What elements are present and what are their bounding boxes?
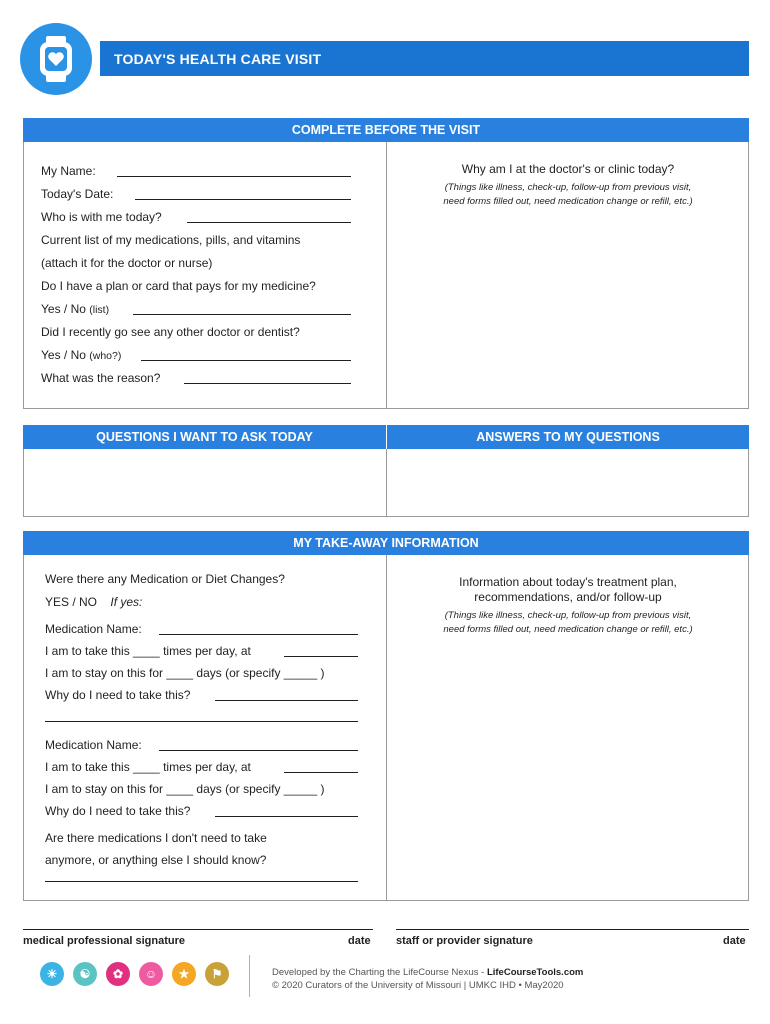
footer-link[interactable]: LifeCourseTools.com — [486, 967, 584, 978]
school-work-icon: ★ — [172, 962, 196, 986]
med1-why-label: Why do I need to take this? — [45, 688, 191, 702]
med2-times-field[interactable] — [284, 772, 358, 773]
med1-times-label: I am to take this ____ times per day, at — [45, 644, 251, 658]
med2-days-label: I am to stay on this for ____ days (or specify _____ ) — [45, 782, 325, 796]
questions-heading: QUESTIONS I WANT TO ASK TODAY — [23, 425, 386, 449]
anymore-field[interactable] — [45, 881, 358, 882]
med2-name-field[interactable] — [159, 750, 358, 751]
med1-days-label: I am to stay on this for ____ days (or specify _____ ) — [45, 666, 325, 680]
todays-date-label: Today's Date: — [41, 187, 114, 201]
logo-badge — [20, 23, 92, 95]
takeaway-heading: MY TAKE-AWAY INFORMATION — [23, 531, 749, 555]
med1-name-field[interactable] — [159, 634, 358, 635]
doctor-yes-no: Yes / No (who?) — [41, 348, 122, 362]
footer-credit: Developed by the Charting the LifeCourse Nexus - LifeCourseTools.com — [272, 967, 584, 978]
citizenship-icon: ⚑ — [205, 962, 229, 986]
why-note-line-2: need forms filled out, need medication change or refill, etc.) — [443, 196, 693, 207]
daily-life-icon: ☀ — [40, 962, 64, 986]
staff-date-label: date — [723, 935, 746, 947]
answers-heading: ANSWERS TO MY QUESTIONS — [387, 425, 749, 449]
page-title: TODAY'S HEALTH CARE VISIT — [114, 51, 322, 67]
plan-question: Do I have a plan or card that pays for my medicine? — [41, 279, 316, 293]
med1-why-field-2[interactable] — [45, 721, 358, 722]
family-icon: ☺ — [139, 962, 163, 986]
med2-name-label: Medication Name: — [45, 738, 142, 752]
doctor-who-field[interactable] — [141, 360, 351, 361]
medical-date-label: date — [348, 935, 371, 947]
med1-times-field[interactable] — [284, 656, 358, 657]
my-name-field[interactable] — [117, 176, 351, 177]
anymore-question-1: Are there medications I don't need to take — [45, 831, 267, 845]
med2-times-label: I am to take this ____ times per day, at — [45, 760, 251, 774]
med2-why-label: Why do I need to take this? — [45, 804, 191, 818]
reason-field[interactable] — [184, 383, 351, 384]
staff-signature-line[interactable] — [396, 929, 749, 930]
answers-area[interactable] — [388, 450, 748, 516]
info-note-line-1: (Things like illness, check-up, follow-up from previous visit, — [444, 610, 692, 621]
medications-note: (attach it for the doctor or nurse) — [41, 256, 213, 270]
smartwatch-heart-icon — [36, 36, 76, 82]
footer-copyright: © 2020 Curators of the University of Missouri | UMKC IHD • May2020 — [272, 980, 564, 991]
my-name-label: My Name: — [41, 164, 96, 178]
why-note-line-1: (Things like illness, check-up, follow-up from previous visit, — [444, 182, 692, 193]
reason-label: What was the reason? — [41, 371, 161, 385]
todays-date-field[interactable] — [135, 199, 351, 200]
before-visit-heading: COMPLETE BEFORE THE VISIT — [23, 118, 749, 142]
yes-no-option: YES / NO If yes: — [45, 595, 143, 609]
staff-signature-label: staff or provider signature — [396, 935, 533, 947]
info-heading-1: Information about today's treatment plan, — [459, 575, 677, 589]
community-icon: ☯ — [73, 962, 97, 986]
other-doctor-question: Did I recently go see any other doctor or dentist? — [41, 325, 300, 339]
changes-question: Were there any Medication or Diet Changes? — [45, 572, 285, 586]
questions-area[interactable] — [24, 450, 385, 516]
med2-why-field[interactable] — [215, 816, 358, 817]
plan-yes-no: Yes / No (list) — [41, 302, 110, 316]
info-answer-area[interactable] — [387, 640, 748, 900]
why-heading: Why am I at the doctor's or clinic today? — [461, 162, 675, 176]
info-heading-2: recommendations, and/or follow-up — [474, 590, 662, 604]
medications-label: Current list of my medications, pills, and vitamins — [41, 233, 301, 247]
plan-list-field[interactable] — [133, 314, 351, 315]
medical-signature-label: medical professional signature — [23, 935, 185, 947]
title-bar — [100, 41, 749, 76]
med1-why-field[interactable] — [215, 700, 358, 701]
anymore-question-2: anymore, or anything else I should know? — [45, 853, 267, 867]
who-with-label: Who is with me today? — [41, 210, 162, 224]
med1-name-label: Medication Name: — [45, 622, 142, 636]
who-with-field[interactable] — [187, 222, 351, 223]
questions-divider-lower — [386, 449, 387, 517]
faith-icon: ✿ — [106, 962, 130, 986]
footer-divider — [249, 955, 250, 997]
info-note-line-2: need forms filled out, need medication change or refill, etc.) — [443, 624, 693, 635]
medical-signature-line[interactable] — [23, 929, 373, 930]
why-answer-area[interactable] — [387, 212, 748, 408]
